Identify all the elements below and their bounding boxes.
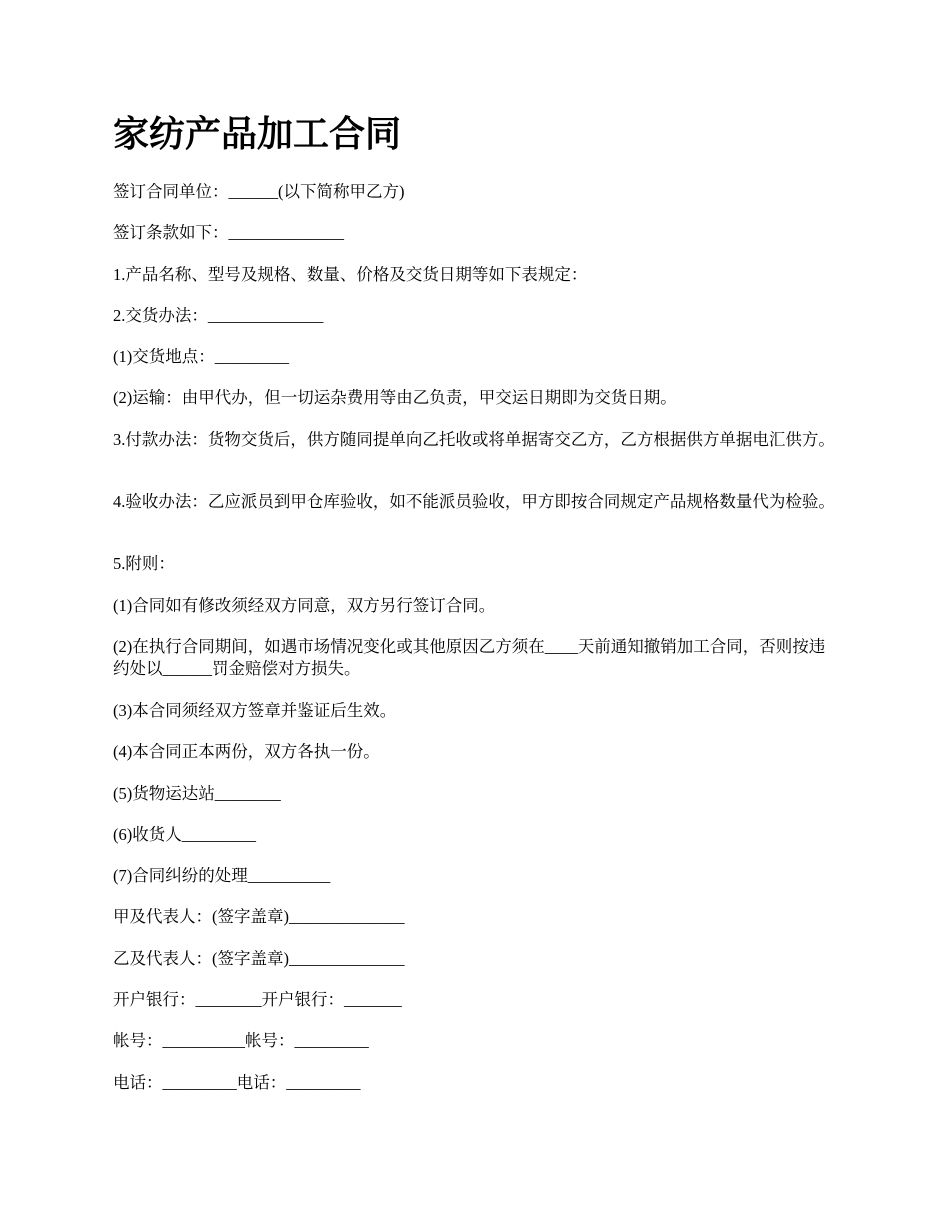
signature-party-a: 甲及代表人：(签字盖章)______________ [113,907,405,926]
paragraph-appendix-7: (7)合同纠纷的处理__________ [113,866,331,885]
paragraph-appendix-3: (3)本合同须经双方签章并鉴证后生效。 [113,701,397,720]
paragraph-appendix-5: (5)货物运达站________ [113,784,281,803]
signature-party-b: 乙及代表人：(签字盖章)______________ [113,949,405,968]
paragraph-terms-intro: 签订条款如下：______________ [113,223,344,242]
paragraph-delivery-location: (1)交货地点：_________ [113,347,289,366]
paragraph-appendix-4: (4)本合同正本两份，双方各执一份。 [113,742,380,761]
paragraph-appendix-1: (1)合同如有修改须经双方同意，双方另行签订合同。 [113,596,496,615]
paragraph-delivery-method: 2.交货办法：______________ [113,306,324,325]
phone-numbers-line: 电话：_________电话：_________ [113,1073,361,1092]
paragraph-product-spec: 1.产品名称、型号及规格、数量、价格及交货日期等如下表规定： [113,265,588,284]
paragraph-payment: 3.付款办法：货物交货后，供方随同提单向乙托收或将单据寄交乙方，乙方根据供方单据电汇供方。 [113,430,835,449]
paragraph-contract-parties: 签订合同单位：______(以下简称甲乙方) [113,182,405,201]
paragraph-appendix-2: (2)在执行合同期间，如遇市场情况变化或其他原因乙方须在____天前通知撤销加工合同，否则按违约处以______罚金赔偿对方损失。 [113,637,826,678]
paragraph-transport: (2)运输：由甲代办，但一切运杂费用等由乙负责，甲交运日期即为交货日期。 [113,388,677,407]
account-numbers-line: 帐号：__________帐号：_________ [113,1031,369,1050]
paragraph-appendix-6: (6)收货人_________ [113,825,256,844]
document-title: 家纺产品加工合同 [113,113,402,155]
bank-accounts-line: 开户银行：________开户银行：_______ [113,990,402,1009]
paragraph-appendix: 5.附则： [113,554,175,573]
paragraph-acceptance: 4.验收办法：乙应派员到甲仓库验收，如不能派员验收，甲方即按合同规定产品规格数量代为检验。 [113,492,835,511]
